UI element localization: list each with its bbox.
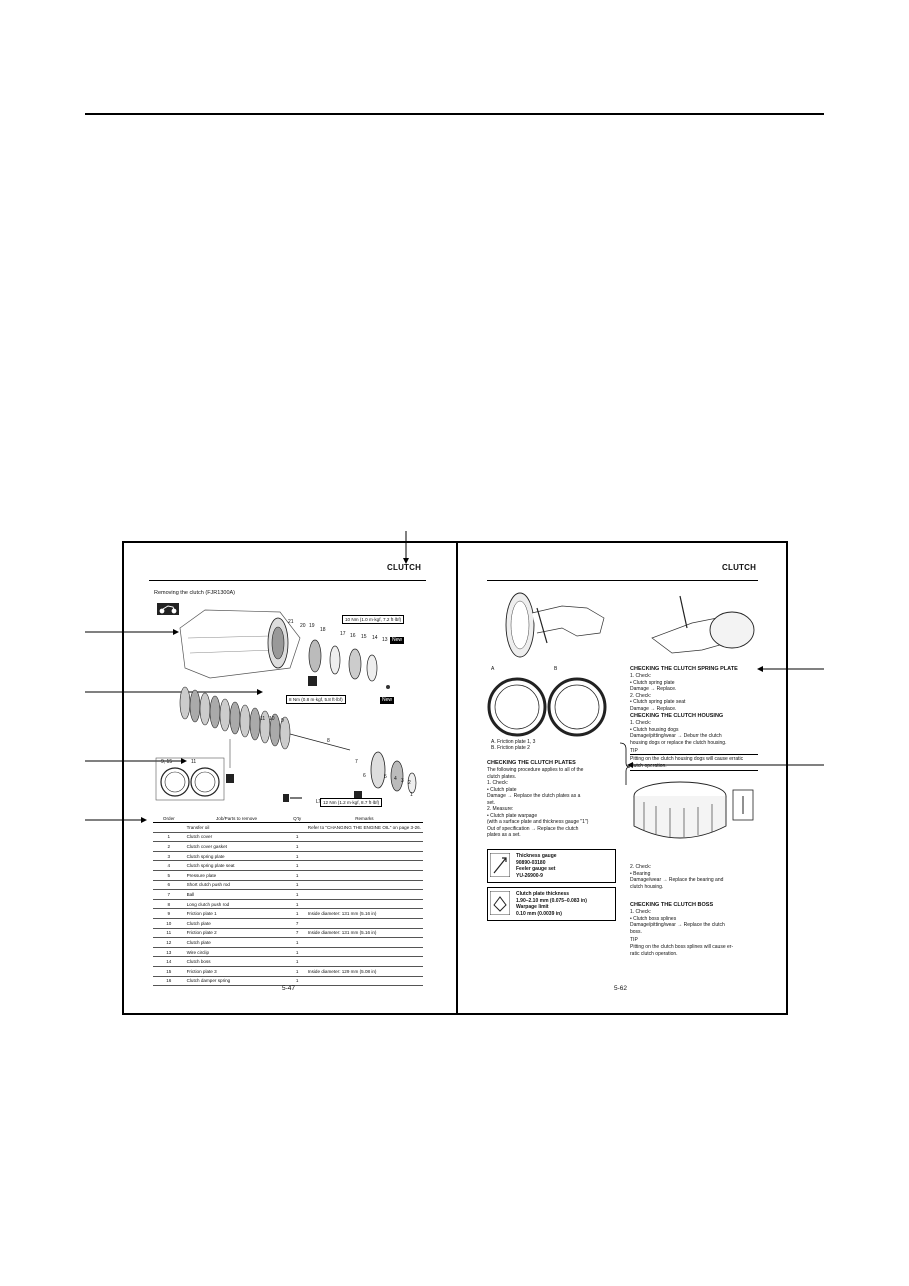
part-number-top: 17 — [340, 631, 346, 637]
spec-icon — [490, 891, 510, 915]
table-cell — [306, 938, 423, 948]
part-number-bottom: 8 — [327, 738, 330, 744]
col-header: Order — [153, 815, 185, 823]
tip-rule-end — [630, 770, 758, 771]
text-line: Pitting on the clutch housing dogs will cause erratic — [630, 756, 744, 762]
text-line: 1. Check: — [630, 909, 652, 915]
table-cell — [306, 957, 423, 967]
table-cell: Clutch plate — [185, 938, 289, 948]
table-cell: 6 — [153, 880, 185, 890]
text-line: The following procedure applies to all of the — [487, 767, 584, 773]
lt-label: LT — [316, 799, 322, 805]
text-line: 90890-03180 — [516, 859, 546, 866]
spec-box — [487, 887, 616, 921]
table-row — [153, 938, 423, 948]
part-number-bottom: 4 — [394, 776, 397, 782]
text-line: plates as a set. — [487, 832, 521, 838]
text-line: Pitting on the clutch boss splines will cause er- — [630, 944, 734, 950]
table-cell: Friction plate 2 — [185, 928, 289, 938]
text-line: YU-26900-9 — [516, 872, 543, 879]
text-line: 2. Check: — [630, 864, 652, 870]
left-page-number: 5-47 — [282, 985, 296, 992]
table-cell: 1 — [289, 832, 306, 842]
text-line: • Bearing — [630, 870, 651, 877]
table-cell: Clutch spring plate seat — [185, 861, 289, 871]
text-line: Damage/pitting/wear → Deburr the clutch — [630, 733, 722, 739]
table-cell: 1 — [289, 842, 306, 852]
table-cell: 1 — [289, 947, 306, 957]
tip-rule — [630, 754, 758, 755]
spring-plate-photo-illustration — [632, 588, 757, 663]
parts-table — [153, 815, 423, 986]
table-cell — [153, 823, 185, 833]
table-cell: Short clutch push rod — [185, 880, 289, 890]
table-cell: 7 — [289, 918, 306, 928]
col-header: Job/Parts to remove — [185, 815, 289, 823]
table-cell: 1 — [289, 966, 306, 976]
part-number-bottom: 6 — [363, 773, 366, 779]
text-line: 0.10 mm (0.0039 in) — [516, 910, 562, 917]
part-number-top: 21 — [288, 619, 294, 625]
clutch-housing-illustration — [630, 774, 758, 864]
tip-text — [630, 756, 743, 769]
right-title-rule — [487, 580, 758, 581]
torque-callout-top-right: 10 Nm (1.0 m·kgf, 7.2 ft·lbf) — [342, 615, 404, 624]
text-line: 1. Check: — [630, 673, 652, 679]
tool-box-text — [516, 853, 557, 879]
table-cell: Friction plate 3 — [185, 966, 289, 976]
table-cell: 2 — [153, 842, 185, 852]
table-cell: 15 — [153, 966, 185, 976]
text-line: • Clutch boss splines — [630, 915, 677, 922]
table-row — [153, 851, 423, 861]
table-cell — [306, 870, 423, 880]
table-cell: 4 — [153, 861, 185, 871]
new-tag: New — [382, 697, 393, 703]
inset-label: 9, 15 — [161, 759, 173, 765]
text-line: 1. Check: — [630, 720, 652, 726]
housing-steps — [630, 720, 726, 746]
text-line: set. — [487, 799, 496, 806]
right-page-number: 5-62 — [614, 985, 628, 992]
table-cell: 1 — [289, 899, 306, 909]
table-cell: 3 — [153, 851, 185, 861]
table-cell: 1 — [289, 870, 306, 880]
table-cell: 10 — [153, 918, 185, 928]
left-section-title: CLUTCH — [387, 563, 422, 572]
text-line: Damage/pitting/wear → Replace the clutch — [630, 922, 725, 928]
table-cell: Transfer oil — [185, 823, 289, 833]
table-cell: 1 — [289, 880, 306, 890]
table-cell: 1 — [289, 976, 306, 986]
table-cell — [306, 899, 423, 909]
right-section-title: CLUTCH — [722, 563, 757, 572]
part-number-top: 16 — [350, 633, 356, 639]
table-cell: 7 — [153, 890, 185, 900]
new-tag: New — [392, 637, 403, 643]
text-line: Thickness gauge — [516, 853, 557, 859]
left-title-rule — [149, 580, 426, 581]
text-line: Damage → Replace. — [630, 686, 677, 692]
part-number-bottom: 3 — [401, 778, 404, 784]
table-row — [153, 928, 423, 938]
inset-label: 11 — [191, 759, 197, 765]
table-cell: Friction plate 1 — [185, 909, 289, 919]
table-row — [153, 957, 423, 967]
part-number-bottom: 2 — [408, 780, 411, 786]
measuring-photo-illustration — [492, 588, 612, 663]
part-number-bottom: 9 — [281, 718, 284, 724]
text-line: Damage → Replace. — [630, 705, 677, 712]
table-cell — [306, 832, 423, 842]
text-line: Clutch plate thickness — [516, 891, 570, 897]
part-number-top: 15 — [361, 634, 367, 640]
table-row — [153, 861, 423, 871]
plates-heading: CHECKING THE CLUTCH PLATES — [487, 760, 576, 766]
table-cell: 14 — [153, 957, 185, 967]
part-number-bottom: 5 — [384, 774, 387, 780]
text-line: • Clutch spring plate — [630, 679, 675, 686]
text-line: Feeler gauge set — [516, 866, 556, 872]
text-line: • Clutch spring plate seat — [630, 699, 686, 705]
table-cell — [306, 861, 423, 871]
table-row — [153, 823, 423, 833]
text-line: Damage → Replace the clutch plates as a — [487, 793, 581, 799]
table-cell: 1 — [289, 909, 306, 919]
housing-heading: CHECKING THE CLUTCH HOUSING — [630, 713, 724, 719]
col-header: Q'ty — [289, 815, 306, 823]
text-line: 2. Check: — [630, 692, 652, 699]
text-line: (with a surface plate and thickness gauge "1") — [487, 819, 589, 825]
text-line: Damage/wear → Replace the bearing and — [630, 877, 724, 883]
text-line: housing dogs or replace the clutch housing. — [630, 739, 727, 746]
table-cell — [306, 842, 423, 852]
table-cell: Pressure plate — [185, 870, 289, 880]
text-line: clutch housing. — [630, 883, 664, 890]
table-row — [153, 890, 423, 900]
table-cell: Clutch plate — [185, 918, 289, 928]
fig-caption-a: A. Friction plate 1, 3 — [491, 739, 536, 745]
table-cell: Wire circlip — [185, 947, 289, 957]
table-cell: 1 — [289, 890, 306, 900]
table-cell: Clutch spring plate — [185, 851, 289, 861]
table-row — [153, 899, 423, 909]
table-cell: 12 — [153, 938, 185, 948]
col-header: Remarks — [306, 815, 423, 823]
table-row — [153, 870, 423, 880]
torque-callout-middle: 8 Nm (0.8 m·kgf, 5.8 ft·lbf) — [286, 695, 346, 704]
fig-label: B — [554, 666, 558, 672]
table-row — [153, 909, 423, 919]
part-number-top: 19 — [309, 623, 315, 629]
table-cell: Long clutch push rod — [185, 899, 289, 909]
table-cell: Inside diameter: 131 mm (5.16 in) — [306, 909, 423, 919]
part-number-bottom: 7 — [355, 759, 358, 765]
tip-text — [630, 944, 733, 957]
text-line: clutch plates. — [487, 773, 517, 780]
part-number-bottom: 10 — [269, 716, 275, 722]
text-line: ratic clutch operation. — [630, 950, 678, 957]
fig-caption-b: B. Friction plate 2 — [491, 745, 530, 751]
table-cell: Ball — [185, 890, 289, 900]
plates-steps — [487, 780, 588, 839]
table-cell: Clutch boss — [185, 957, 289, 967]
text-line: 1. Check: — [487, 780, 509, 786]
plates-intro — [487, 767, 583, 780]
table-cell — [289, 823, 306, 833]
table-cell: 5 — [153, 870, 185, 880]
table-row — [153, 918, 423, 928]
part-number-bottom: 1 — [410, 792, 413, 798]
table-cell: 1 — [289, 957, 306, 967]
table-cell: Clutch damper spring — [185, 976, 289, 986]
table-cell: Inside diameter: 131 mm (5.16 in) — [306, 928, 423, 938]
table-header-row — [153, 815, 423, 823]
text-line: clutch operation. — [630, 762, 667, 769]
table-cell: Refer to "CHANGING THE ENGINE OIL" on page 3-26. — [306, 823, 423, 833]
tip-label: TIP — [630, 748, 638, 754]
table-cell: Clutch cover — [185, 832, 289, 842]
table-row — [153, 947, 423, 957]
table-cell — [306, 880, 423, 890]
table-cell — [306, 851, 423, 861]
part-number-top: 18 — [320, 627, 326, 633]
table-cell: Clutch cover gasket — [185, 842, 289, 852]
left-subtitle: Removing the clutch (FJR1300A) — [154, 590, 236, 596]
table-cell: 1 — [289, 851, 306, 861]
table-cell: 9 — [153, 909, 185, 919]
table-cell: 1 — [289, 861, 306, 871]
table-cell: 7 — [289, 928, 306, 938]
tip-label: TIP — [630, 937, 638, 943]
fig-label: A — [491, 666, 495, 672]
tip-bracket — [620, 743, 630, 785]
table-cell — [306, 976, 423, 986]
table-cell: 16 — [153, 976, 185, 986]
text-line: • Clutch plate warpage — [487, 812, 538, 819]
torque-callout-bottom: 12 Nm (1.2 m·kgf, 8.7 ft·lbf) — [320, 798, 382, 807]
text-line: Warpage limit — [516, 904, 549, 910]
table-cell: Inside diameter: 129 mm (5.08 in) — [306, 966, 423, 976]
spec-box-text — [516, 891, 587, 917]
part-number-bottom: 11 — [260, 716, 266, 722]
table-cell: 1 — [153, 832, 185, 842]
table-cell: 1 — [289, 938, 306, 948]
boss-heading: CHECKING THE CLUTCH BOSS — [630, 902, 714, 908]
part-number-top: 14 — [372, 635, 378, 641]
text-line: • Clutch plate — [487, 786, 517, 793]
table-row — [153, 832, 423, 842]
table-cell: 11 — [153, 928, 185, 938]
table-row — [153, 842, 423, 852]
text-line: • Clutch housing dogs — [630, 726, 679, 733]
text-line: Out of specification → Replace the clutch — [487, 825, 579, 832]
tool-icon — [490, 853, 510, 877]
table-cell: 8 — [153, 899, 185, 909]
text-line: boss. — [630, 928, 642, 935]
friction-plate-figures — [487, 672, 612, 740]
text-line: 1.90–2.10 mm (0.075–0.083 in) — [516, 897, 587, 904]
text-line: 2. Measure: — [487, 806, 514, 812]
part-number-top: 13 — [382, 637, 388, 643]
tool-box — [487, 849, 616, 883]
table-cell — [306, 947, 423, 957]
table-row — [153, 880, 423, 890]
part-number-top: 20 — [300, 623, 306, 629]
table-row — [153, 966, 423, 976]
spring-heading: CHECKING THE CLUTCH SPRING PLATE — [630, 666, 738, 672]
table-cell — [306, 918, 423, 928]
table-cell — [306, 890, 423, 900]
bearing-steps — [630, 864, 723, 890]
boss-steps — [630, 909, 725, 935]
table-cell: 13 — [153, 947, 185, 957]
spring-steps — [630, 673, 685, 712]
